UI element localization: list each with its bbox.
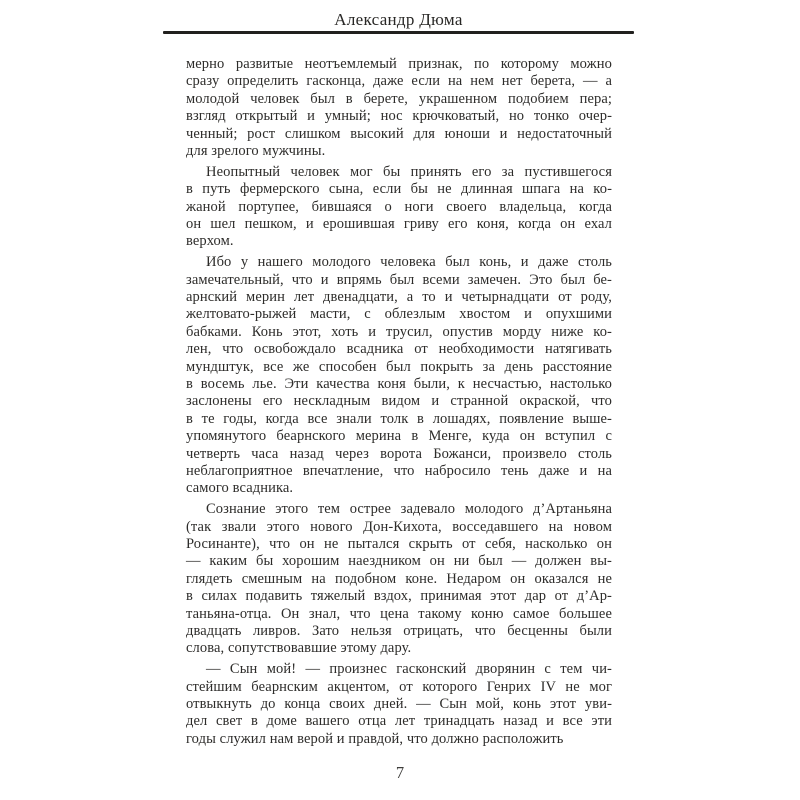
text-line: арнский мерин лет двенадцати, а то и четырнадцати от роду, — [186, 289, 612, 306]
paragraph — [186, 661, 612, 748]
text-line: самого всадника. — [186, 480, 294, 497]
paragraph — [186, 56, 612, 160]
text-line: Сознание этого тем острее задевало молодого д’Артаньяна — [206, 501, 612, 518]
text-line: глядеть смешным на подобном коне. Недаром он оказался не — [186, 570, 612, 587]
text-line: лен, что освобождало всадника от необходимости натягивать — [186, 341, 612, 358]
text-line: дел свет в доме вашего отца лет тринадцать назад и все эти — [186, 713, 612, 730]
text-line: Неопытный человек мог бы принять его за пустившегося — [206, 163, 612, 180]
text-line: Ибо у нашего молодого человека был конь, и даже столь — [206, 254, 612, 271]
text-line: для зрелого мужчины. — [186, 142, 326, 159]
text-line: жаной портупее, бившаяся о ноги своего владельца, когда — [186, 198, 612, 215]
text-line: ченный; рост слишком высокий для юноши и недостаточный — [186, 125, 612, 142]
text-line: бабками. Конь этот, хоть и трусил, опустив морду ниже ко- — [186, 323, 612, 340]
text-line: в путь фермерского сына, если бы не длинная шпага на ко- — [186, 181, 612, 198]
text-line: молодой человек был в берете, украшенном подобием пера; — [186, 90, 612, 107]
text-line: (так звали этого нового Дон-Кихота, восседавшего на новом — [186, 518, 612, 535]
paragraph — [186, 501, 612, 658]
text-line: упомянутого беарнского мерина в Менге, куда он вступил с — [186, 428, 612, 445]
text-line: мундштук, все же способен был покрыть за день расстояние — [186, 358, 612, 375]
text-line: Росинанте), что он не пытался скрыть от себя, насколько он — [186, 536, 612, 553]
text-line: — каким бы хорошим наездником он ни был — должен вы- — [186, 553, 612, 570]
text-line: — Сын мой! — произнес гасконский дворянин с тем чи- — [206, 661, 612, 678]
page-number: 7 — [395, 763, 405, 782]
text-line: взгляд открытый и умный; нос крючковатый, но тонко очер- — [186, 108, 612, 125]
running-head-author: Александр Дюма — [334, 10, 463, 29]
text-line: желтовато-рыжей масти, с облезлым хвостом и опухшими — [186, 306, 612, 323]
paragraph — [186, 164, 612, 251]
text-line: заслонены его нескладным видом и странной окраской, что — [186, 393, 612, 410]
text-block — [186, 56, 612, 748]
text-line: неблагоприятное впечатление, что набросило тень даже и на — [186, 462, 612, 479]
text-line: замечательный, что и впрямь был всеми замечен. Это был бе- — [186, 271, 612, 288]
text-line: в восемь лье. Эти качества коня были, к несчастью, настолько — [186, 376, 612, 393]
text-line: стейшим беарнским акцентом, от которого Генрих IV не мог — [186, 678, 612, 695]
text-line: слова, сопутствовавшие этому дару. — [186, 640, 412, 657]
text-line: в силах подавить тяжелый вздох, принимая этот дар от д’Ар- — [186, 588, 612, 605]
text-line: мерно развитые неотъемлемый признак, по которому можно — [186, 56, 612, 72]
text-line: верхом. — [186, 233, 234, 250]
text-line: таньяна-отца. Он знал, что цена такому коню самое большее — [186, 605, 612, 622]
text-line: в те годы, когда все знали толк в лошадях, появление выше- — [186, 410, 612, 427]
paragraph — [186, 254, 612, 497]
text-line: годы служил нам верой и правдой, что должно расположить — [186, 730, 564, 747]
text-line: двадцать ливров. Зато нельзя отрицать, что бесценны были — [186, 623, 612, 639]
text-line: отвыкнуть до конца своих дней. — Сын мой, конь этот уви- — [186, 696, 612, 713]
header-rule — [163, 31, 634, 34]
text-line: четверть часа назад через ворота Божанси, произвело столь — [186, 445, 612, 462]
text-line: он шел пешком, и ерошившая гриву его коня, когда он ехал — [186, 216, 612, 233]
text-line: сразу определить гасконца, даже если на нем нет берета, — а — [186, 73, 612, 90]
